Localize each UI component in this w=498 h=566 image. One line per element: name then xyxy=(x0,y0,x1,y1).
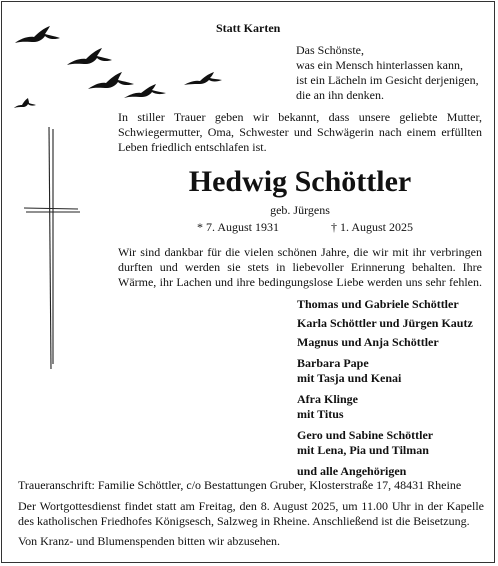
header-title: Statt Karten xyxy=(216,21,281,35)
thanks-line: Wir sind dankbar für die vielen schönen Jahre, die wir mit ihr verbringen xyxy=(118,245,482,259)
family-member: Thomas und Gabriele Schöttler xyxy=(297,297,459,311)
flying-birds-icon xyxy=(14,24,224,114)
maiden-name: geb. Jürgens xyxy=(270,203,330,217)
family-member: und alle Angehörigen xyxy=(297,464,407,478)
birth-date: * 7. August 1931 xyxy=(197,220,280,234)
intro-line: Leben friedlich entschlafen ist. xyxy=(118,140,267,154)
family-member: mit Lena, Pia und Tilman xyxy=(297,443,429,457)
bird-icon xyxy=(124,84,166,98)
family-member: mit Tasja und Kenai xyxy=(297,371,402,385)
service-line: Der Wortgottesdienst findet statt am Freitag, den 8. August 2025, um 11.00 Uhr in der Kapelle xyxy=(18,499,484,513)
flower-note: Von Kranz- und Blumenspenden bitten wir abzusehen. xyxy=(18,534,281,548)
cross-icon xyxy=(22,124,82,374)
death-date: † 1. August 2025 xyxy=(331,220,414,234)
family-list xyxy=(297,297,487,479)
intro-text xyxy=(118,110,482,155)
family-member: mit Titus xyxy=(297,407,344,421)
poem xyxy=(296,43,486,103)
bird-icon xyxy=(14,98,36,108)
poem-line: ist ein Lächeln im Gesicht derjenigen, xyxy=(296,73,479,87)
thanks-text xyxy=(118,245,482,290)
intro-line: In stiller Trauer geben wir bekannt, dass unsere geliebte Mutter, xyxy=(118,110,482,124)
intro-line: Schwiegermutter, Oma, Schwester und Schwägerin nach einem erfüllten xyxy=(118,125,482,139)
bird-icon xyxy=(67,48,112,65)
poem-line: die an ihn denken. xyxy=(296,88,384,102)
thanks-line: Wärme, ihr Lachen und ihre bedingungslose Liebe werden uns sehr fehlen. xyxy=(118,275,482,289)
service-info xyxy=(18,499,484,529)
poem-line: Das Schönste, xyxy=(296,43,364,57)
bird-icon xyxy=(184,72,222,85)
poem-line: was ein Mensch hinterlassen kann, xyxy=(296,58,463,72)
service-line: des katholischen Friedhofes Königsesch, Salzweg in Rheine. Anschließend ist die Beisetzung. xyxy=(18,514,470,528)
deceased-name: Hedwig Schöttler xyxy=(188,165,412,198)
bird-icon xyxy=(88,72,134,89)
family-member: Barbara Pape xyxy=(297,356,369,370)
family-member: Afra Klinge xyxy=(297,392,358,406)
thanks-line: durften und werden sie stets in liebevoller Erinnerung behalten. Ihre xyxy=(118,260,482,274)
family-member: Magnus und Anja Schöttler xyxy=(297,335,439,349)
bird-icon xyxy=(15,26,60,43)
family-member: Gero und Sabine Schöttler xyxy=(297,428,434,442)
funeral-address: Traueranschrift: Familie Schöttler, c/o Bestattungen Gruber, Klosterstraße 17, 48431 Rheine xyxy=(18,478,462,492)
family-member: Karla Schöttler und Jürgen Kautz xyxy=(297,316,473,330)
